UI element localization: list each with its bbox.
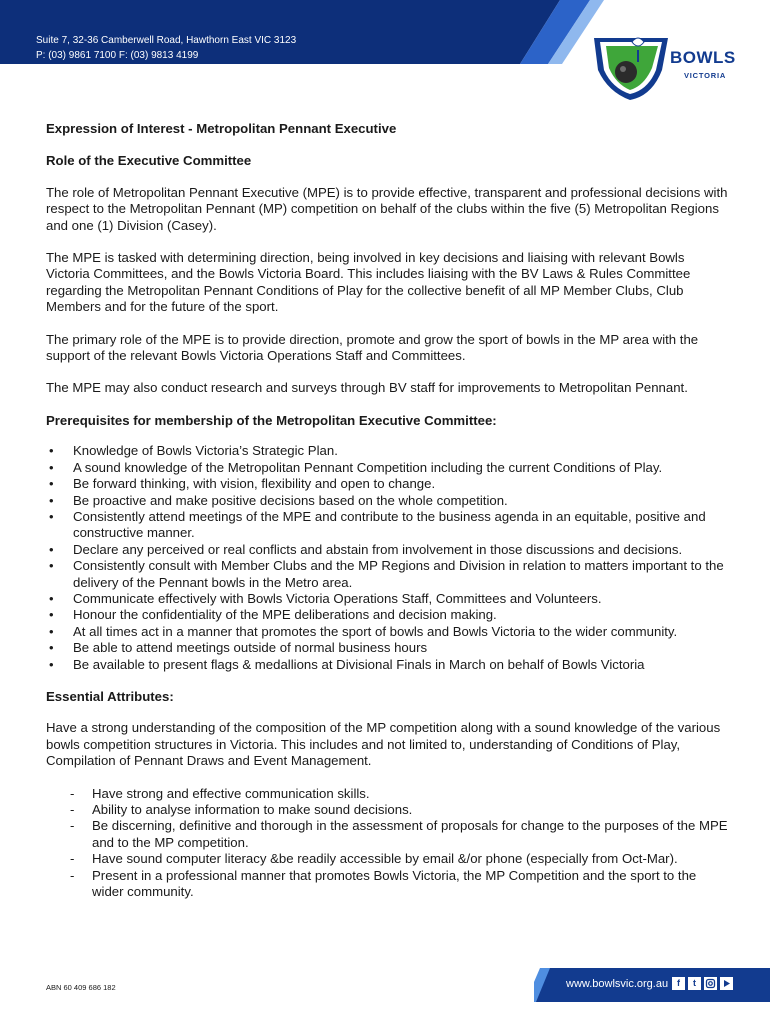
list-item: • A sound knowledge of the Metropolitan Pennant Competition including the current Conditions of Play. [46,460,730,476]
facebook-icon[interactable]: f [672,977,685,990]
list-item: - Have strong and effective communication skills. [62,786,730,802]
list-item: • Declare any perceived or real conflicts and abstain from involvement in those discussions and decisions. [46,542,730,558]
list-item: • Consistently attend meetings of the MPE and contribute to the business agenda in an equitable, positive and constructive manner. [46,509,730,542]
website-link[interactable]: www.bowlsvic.org.au [566,978,669,990]
paragraph-primary-role: The primary role of the MPE is to provide direction, promote and grow the sport of bowls in the MP area with the support of the relevant Bowls Victoria Operations Staff and Committees. [46,331,699,364]
header-address [36,33,296,63]
paragraph-research: The MPE may also conduct research and surveys through BV staff for improvements to Metropolitan Pennant. [46,380,688,396]
essential-attributes-heading: Essential Attributes: [46,688,174,704]
logo-title: BOWLS [670,48,736,67]
logo-subtitle: VICTORIA [684,71,727,80]
instagram-icon[interactable] [704,977,717,990]
prerequisites-list [46,443,730,673]
paragraph-tasks: The MPE is tasked with determining direction, being involved in key decisions and liaising with relevant Bowls Victoria Committees, and the Bowls Victoria Board. This includes liaising with the BV Laws & Rules Committee regarding the Metropolitan Pennant Conditions of Play for the collective benefit of all MP Member Clubs, Club Members and for the future of the sport. [46,250,691,315]
phone-fax-line: P: (03) 9861 7100 F: (03) 9813 4199 [36,50,199,61]
document-title: Expression of Interest - Metropolitan Pennant Executive [46,121,397,136]
list-item: • Consistently consult with Member Clubs and the MP Regions and Division in relation to matters important to the delivery of the Pennant bowls in the Metro area. [46,558,730,591]
abn-number: ABN 60 409 686 182 [46,983,116,992]
list-item: - Be discerning, definitive and thorough in the assessment of proposals for change to the purposes of the MPE and to the MP competition. [62,818,730,851]
paragraph-role: The role of Metropolitan Pennant Executive (MPE) is to provide effective, transparent and professional decisions with respect to the Metropolitan Pennant (MP) competition on behalf of the clubs within the five (5) Metropolitan Regions and one (1) Division (Casey). [46,184,728,233]
list-item: • Be proactive and make positive decisions based on the whole competition. [46,493,730,509]
list-item: • Communicate effectively with Bowls Victoria Operations Staff, Committees and Volunteers. [46,591,730,607]
prerequisites-heading: Prerequisites for membership of the Metropolitan Executive Committee: [46,412,497,428]
twitter-icon[interactable]: t [688,977,701,990]
list-item: • Honour the confidentiality of the MPE deliberations and decision making. [46,607,730,623]
list-item: - Ability to analyse information to make sound decisions. [62,802,730,818]
essential-intro: Have a strong understanding of the composition of the MP competition along with a sound knowledge of the various bowls competition structures in Victoria. This includes and not limited to, understanding of Conditions of Play, Compilation of Pennant Draws and Event Management. [46,720,721,769]
list-item: • Be available to present flags & medallions at Divisional Finals in March on behalf of Bowls Victoria [46,657,730,673]
list-item: • At all times act in a manner that promotes the sport of bowls and Bowls Victoria to the wider community. [46,624,730,640]
document-body [46,121,730,900]
role-heading: Role of the Executive Committee [46,153,252,169]
essential-attributes-list [46,786,730,901]
list-item: • Be forward thinking, with vision, flexibility and open to change. [46,476,730,492]
list-item: - Present in a professional manner that promotes Bowls Victoria, the MP Competition and the sport to the wider community. [62,868,730,901]
address-line: Suite 7, 32-36 Camberwell Road, Hawthorn East VIC 3123 [36,35,297,46]
list-item: • Knowledge of Bowls Victoria’s Strategic Plan. [46,443,730,459]
youtube-icon[interactable] [720,977,733,990]
list-item: • Be able to attend meetings outside of normal business hours [46,640,730,656]
list-item: - Have sound computer literacy &be readily accessible by email &/or phone (especially from Oct-Mar). [62,851,730,867]
